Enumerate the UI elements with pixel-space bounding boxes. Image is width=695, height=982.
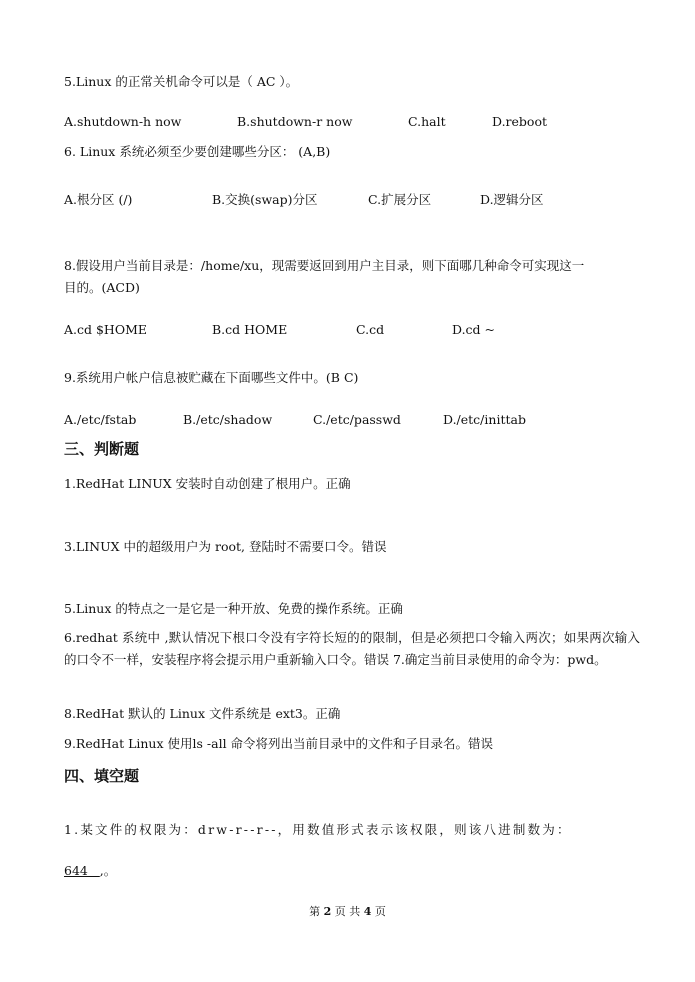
question-5: 5.Linux 的正常关机命令可以是（ AC ）。 <box>64 74 299 89</box>
footer-middle: 页 共 <box>331 905 364 918</box>
footer-suffix: 页 <box>371 905 386 918</box>
option-a: A.shutdown-h now <box>64 114 182 129</box>
fill-blank-1: 1.某文件的权限为：drw-r--r--，用数值形式表示该权限，则该八进制数为： <box>64 822 572 837</box>
question-6-options <box>0 191 695 209</box>
option-b: B.shutdown-r now <box>237 114 353 129</box>
question-8-line-1: 8.假设用户当前目录是：/home/xu，现需要返回到用户主目录，则下面哪几种命令可实现这一 <box>64 258 585 273</box>
option-b: B./etc/shadow <box>183 412 273 427</box>
fill-blank-1-answer-line <box>64 862 116 880</box>
question-8-line-2: 目的。(ACD) <box>64 280 140 295</box>
option-d: D.reboot <box>492 114 547 129</box>
option-a: A./etc/fstab <box>64 412 137 427</box>
option-d: D.逻辑分区 <box>480 192 544 207</box>
option-c: C.cd <box>356 322 385 337</box>
question-6: 6. Linux 系统必须至少要创建哪些分区： (A,B) <box>64 144 331 159</box>
option-d: D.cd ~ <box>452 322 495 337</box>
option-b: B.cd HOME <box>212 322 288 337</box>
total-pages: 4 <box>363 905 372 918</box>
option-d: D./etc/inittab <box>443 412 526 427</box>
question-5-options <box>0 113 695 131</box>
fill-blank-1-tail: ,。 <box>99 863 117 878</box>
true-false-6-7: 6.redhat 系统中 ,默认情况下根口令没有字符长短的的限制，但是必须把口令输入两次；如果两次输入的口令不一样，安装程序将会提示用户重新输入口令。错误 7.确定当前目录使用的命令为：pwd。 <box>64 630 640 667</box>
true-false-1: 1.RedHat LINUX 安装时自动创建了根用户。正确 <box>64 476 351 491</box>
fill-blank-1-answer: 644 <box>64 863 100 878</box>
option-c: C.扩展分区 <box>368 192 432 207</box>
section-3-heading: 三、判断题 <box>64 440 140 458</box>
true-false-8: 8.RedHat 默认的 Linux 文件系统是 ext3。正确 <box>64 706 341 721</box>
page-footer <box>0 903 695 919</box>
question-8-options <box>0 321 695 339</box>
question-9-options <box>0 411 695 429</box>
true-false-5: 5.Linux 的特点之一是它是一种开放、免费的操作系统。正确 <box>64 601 403 616</box>
option-a: A.cd $HOME <box>64 322 148 337</box>
page-number: 2 <box>323 905 332 918</box>
option-c: C.halt <box>408 114 446 129</box>
footer-prefix: 第 <box>309 905 324 918</box>
option-b: B.交换(swap)分区 <box>212 192 318 207</box>
question-9: 9.系统用户帐户信息被贮藏在下面哪些文件中。(B C) <box>64 370 359 385</box>
true-false-3: 3.LINUX 中的超级用户为 root, 登陆时不需要口令。错误 <box>64 539 387 554</box>
option-a: A.根分区 (/) <box>64 192 133 207</box>
section-4-heading: 四、填空题 <box>64 767 140 785</box>
true-false-9: 9.RedHat Linux 使用ls -all 命令将列出当前目录中的文件和子目录名。错误 <box>64 736 494 751</box>
option-c: C./etc/passwd <box>313 412 401 427</box>
